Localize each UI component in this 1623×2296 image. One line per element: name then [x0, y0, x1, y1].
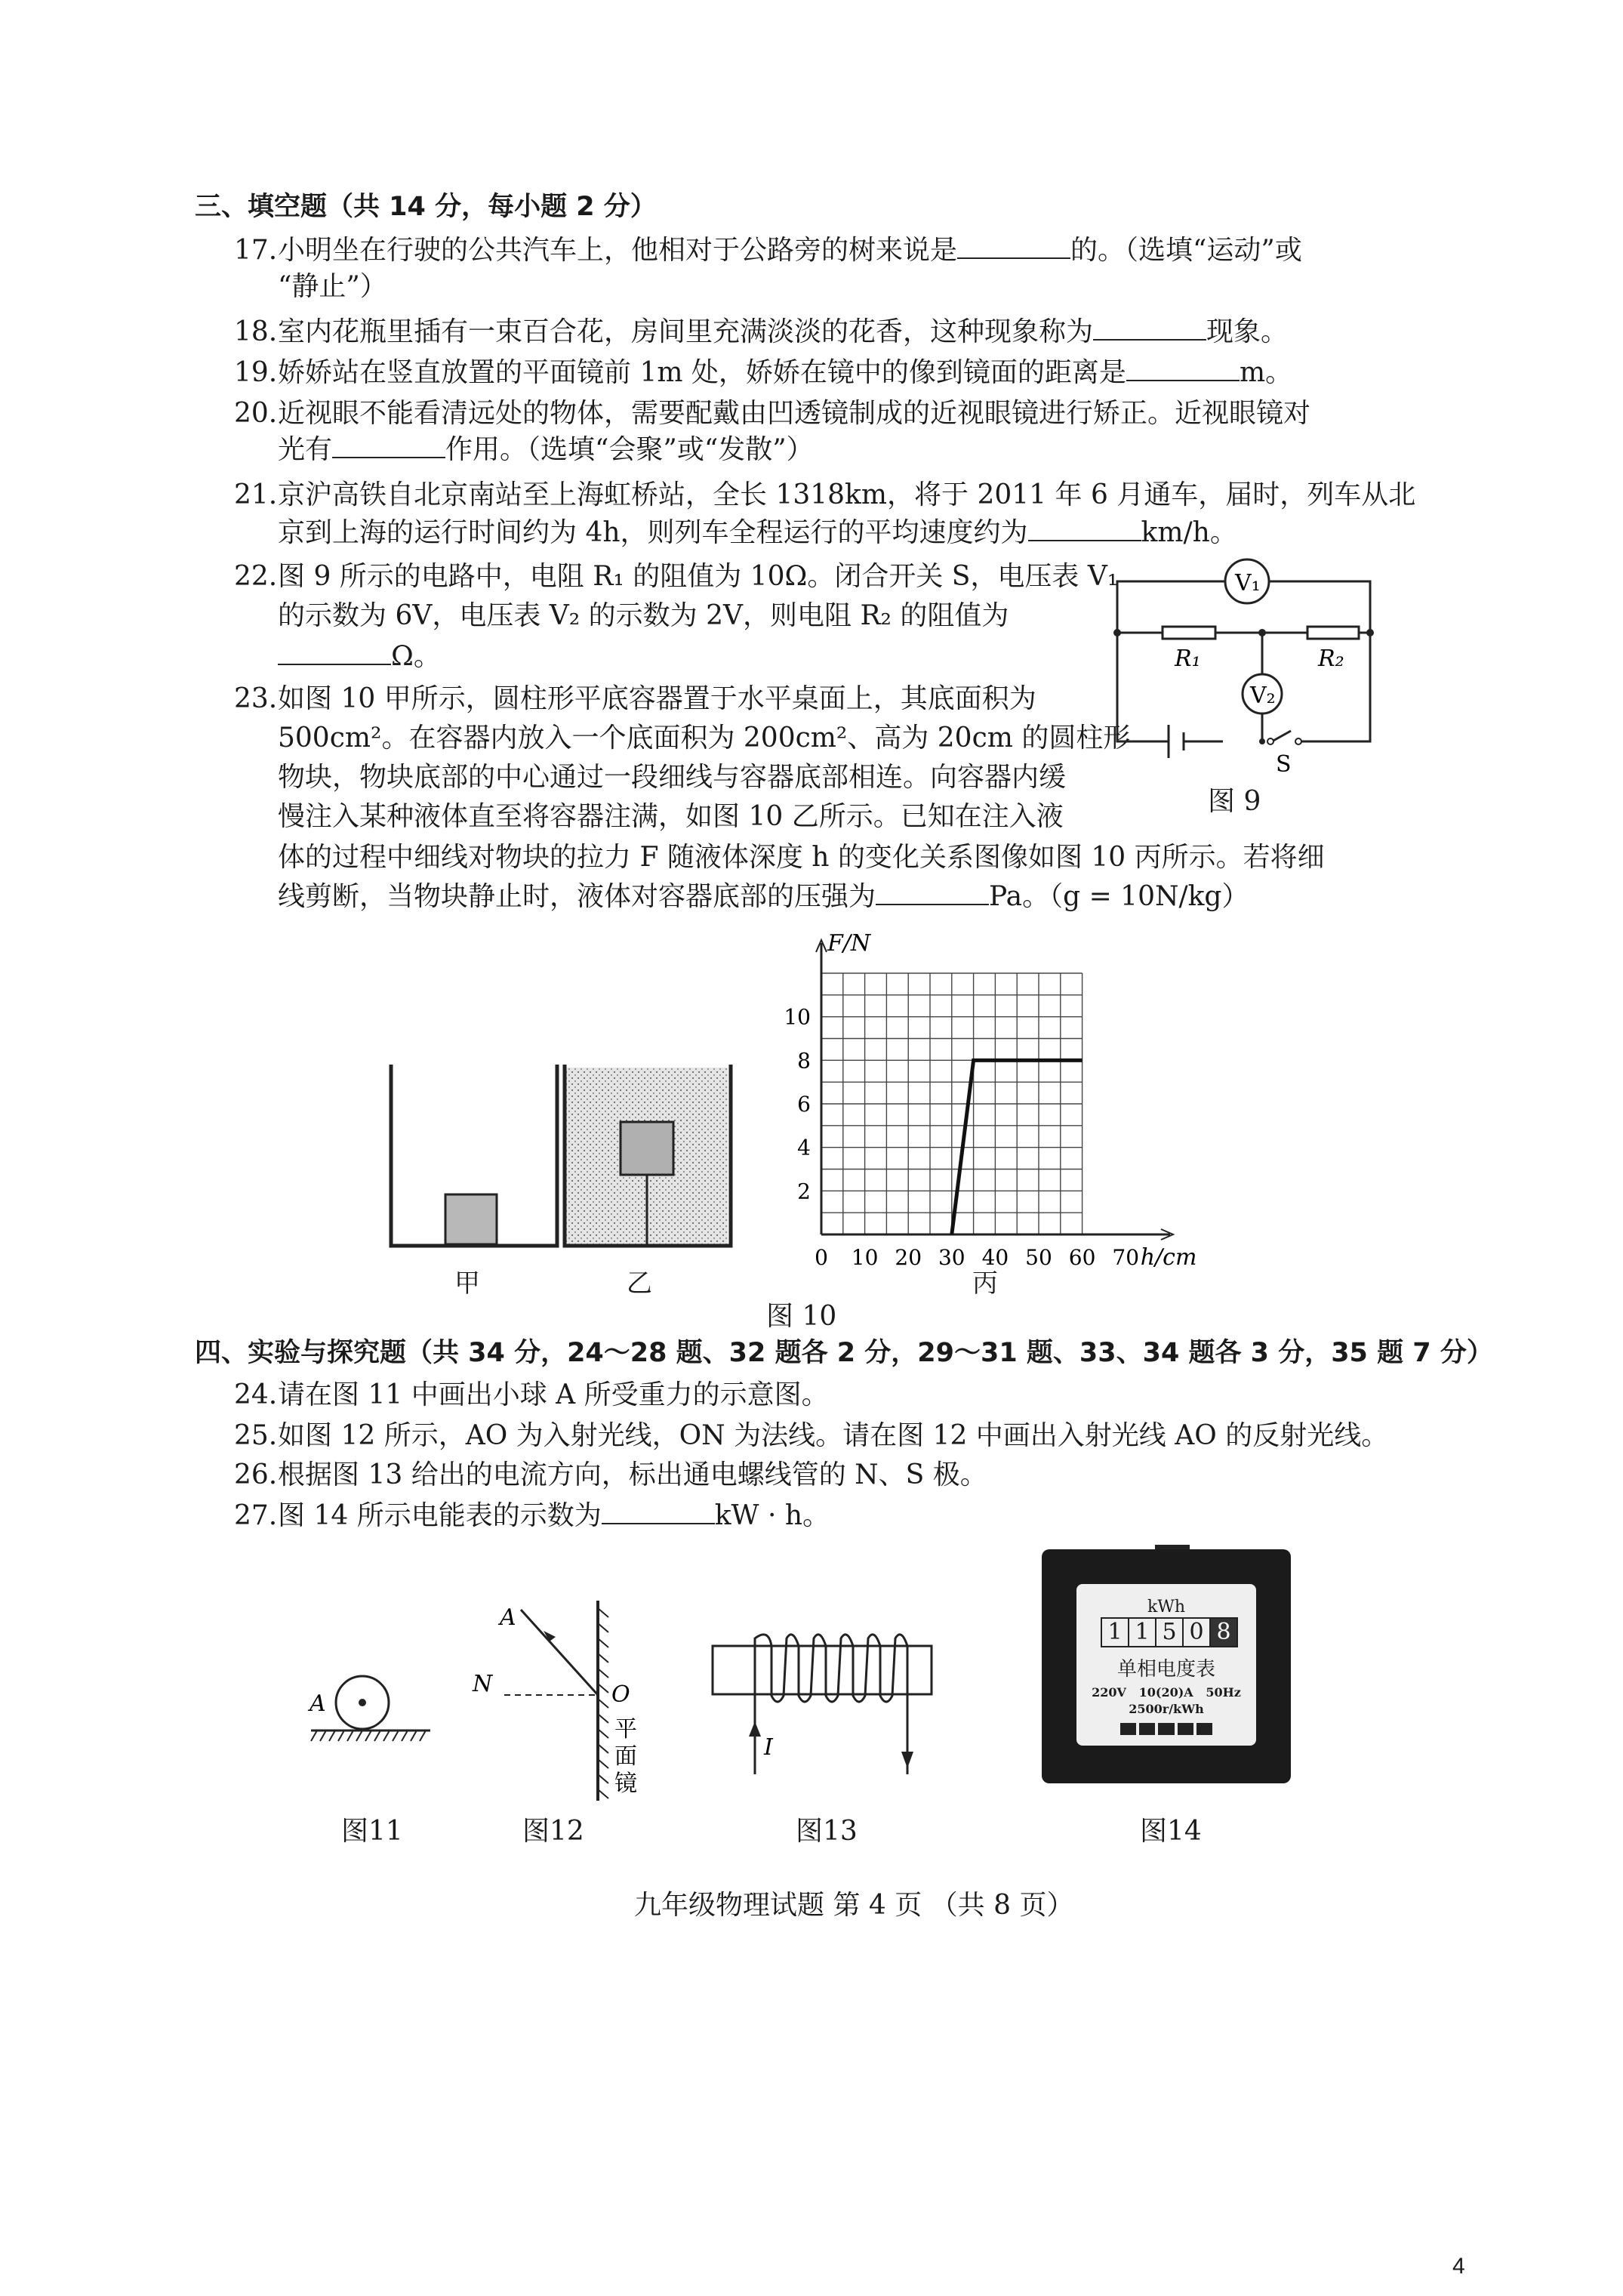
question-text: 京到上海的运行时间约为 4h，则列车全程运行的平均速度约为 [278, 517, 1028, 548]
figure-10-jia-container [385, 1065, 566, 1261]
question-23 [234, 683, 1036, 716]
resistor-r2-label: R₂ [1318, 646, 1344, 672]
ray-a-label: A [500, 1604, 516, 1631]
x-tick-label: 30 [938, 1245, 965, 1270]
question-number: 19. [234, 357, 278, 388]
y-axis-label: F/N [827, 930, 871, 957]
question-number: 17. [234, 235, 278, 266]
figure-10-bing-chart [770, 917, 1253, 1272]
question-text: 现象。 [1206, 316, 1289, 347]
question-text: 的。（选填“运动”或 [1070, 235, 1302, 266]
page-footer: 九年级物理试题 第 4 页 （共 8 页） [634, 1890, 1074, 1921]
question-number: 18. [234, 316, 278, 347]
answer-blank[interactable] [876, 881, 989, 905]
answer-blank[interactable] [1093, 316, 1206, 341]
voltmeter-v2-label: V₂ [1250, 683, 1276, 709]
question-text: m。 [1239, 357, 1293, 388]
section3-heading: 三、填空题（共 14 分，每小题 2 分） [195, 192, 657, 222]
question-text: 室内花瓶里插有一束百合花，房间里充满淡淡的花香，这种现象称为 [278, 316, 1094, 347]
x-tick-label: 10 [851, 1245, 879, 1270]
question-text: km/h。 [1141, 517, 1237, 548]
figure-14-caption: 图14 [1140, 1816, 1202, 1847]
figure-13-solenoid [702, 1623, 944, 1789]
ball-a-label: A [310, 1690, 326, 1717]
meter-digit: 1 [1102, 1619, 1129, 1646]
mirror-label-1: 平 [614, 1716, 637, 1743]
answer-blank[interactable] [332, 434, 445, 458]
question-22 [234, 560, 1118, 593]
x-tick-label: 60 [1068, 1245, 1096, 1270]
mirror-label-2: 面 [614, 1743, 637, 1770]
question-number: 23. [234, 683, 278, 714]
figure-13-caption: 图13 [796, 1816, 858, 1847]
meter-digit: 1 [1129, 1619, 1156, 1646]
question-text: 小明坐在行驶的公共汽车上，他相对于公路旁的树来说是 [278, 235, 958, 266]
meter-unit: kWh [1147, 1598, 1186, 1616]
answer-blank[interactable] [278, 641, 391, 665]
meter-terminal-strip [1120, 1723, 1212, 1735]
question-26 [234, 1459, 987, 1492]
x-tick-label: 50 [1025, 1245, 1052, 1270]
question-text: 图 14 所示电能表的示数为 [278, 1500, 602, 1531]
question-text: kW · h。 [714, 1500, 830, 1531]
question-text: Ω。 [391, 641, 441, 672]
question-text: 线剪断，当物块静止时，液体对容器底部的压强为 [278, 881, 876, 912]
figure-10-caption: 图 10 [766, 1301, 837, 1332]
question-19 [234, 356, 1292, 390]
question-text: 根据图 13 给出的电流方向，标出通电螺线管的 N、S 极。 [278, 1459, 987, 1490]
normal-n-label: N [473, 1671, 493, 1697]
question-text: 如图 10 甲所示，圆柱形平底容器置于水平桌面上，其底面积为 [278, 683, 1036, 714]
question-number: 26. [234, 1459, 278, 1490]
answer-blank[interactable] [957, 235, 1070, 259]
y-tick-label: 8 [797, 1048, 811, 1074]
meter-spec-rev: 2500r/kWh [1129, 1702, 1204, 1716]
switch-s-label: S [1276, 751, 1292, 778]
question-text: 京沪高铁自北京南站至上海虹桥站，全长 1318km，将于 2011 年 6 月通车，届时，列车从北 [278, 479, 1416, 510]
question-23-line5: 体的过程中细线对物块的拉力 F 随液体深度 h 的变化关系图像如图 10 丙所示。若将细 [278, 842, 1325, 873]
question-number: 25. [234, 1420, 278, 1451]
question-21-cont [278, 516, 1237, 550]
x-tick-label: 0 [815, 1245, 828, 1270]
question-text: 娇娇站在竖直放置的平面镜前 1m 处，娇娇在镜中的像到镜面的距离是 [278, 357, 1126, 388]
figure-11-caption: 图11 [341, 1816, 403, 1847]
answer-blank[interactable] [602, 1500, 715, 1524]
meter-digit: 5 [1156, 1619, 1184, 1646]
y-tick-label: 4 [797, 1135, 811, 1160]
meter-digits [1101, 1617, 1238, 1647]
figure-14-meter [1042, 1545, 1291, 1785]
y-tick-label: 10 [784, 1004, 811, 1030]
figure-9-caption: 图 9 [1208, 786, 1261, 817]
y-tick-label: 6 [797, 1092, 811, 1117]
question-27 [234, 1499, 830, 1533]
answer-blank[interactable] [1028, 517, 1141, 541]
question-24 [234, 1379, 829, 1412]
question-17 [234, 234, 1302, 267]
x-tick-label: 20 [895, 1245, 922, 1270]
mirror-label-3: 镜 [614, 1771, 637, 1797]
meter-spec: 220V 10(20)A 50Hz [1092, 1685, 1241, 1700]
figure-10-bing-label: 丙 [972, 1268, 998, 1299]
figure-12-mirror [468, 1601, 664, 1812]
question-17-cont: “静止”） [278, 271, 387, 302]
figure-12-caption: 图12 [522, 1816, 584, 1847]
figure-10-yi-label: 乙 [627, 1268, 652, 1299]
question-23-line6 [278, 880, 1249, 914]
figure-10-yi-container [559, 1065, 740, 1261]
page-number: 4 [1452, 2254, 1465, 2279]
question-number: 21. [234, 479, 278, 510]
question-text: 作用。（选填“会聚”或“发散”） [445, 434, 814, 465]
question-text: 如图 12 所示，AO 为入射光线，ON 为法线。请在图 12 中画出入射光线 AO 的反射光线。 [278, 1420, 1389, 1451]
question-text: 图 9 所示的电路中，电阻 R₁ 的阻值为 10Ω。闭合开关 S，电压表 V₁ [278, 561, 1119, 592]
question-number: 22. [234, 561, 278, 592]
y-tick-label: 2 [797, 1179, 811, 1204]
figure-11-ball [310, 1676, 438, 1759]
resistor-r1-label: R₁ [1175, 646, 1201, 672]
question-22-cont2 [278, 640, 441, 673]
question-number: 27. [234, 1500, 278, 1531]
question-text: 请在图 11 中画出小球 A 所受重力的示意图。 [278, 1379, 829, 1410]
answer-blank[interactable] [1126, 357, 1240, 381]
x-axis-label: h/cm [1140, 1244, 1197, 1271]
meter-digit: 0 [1184, 1619, 1211, 1646]
question-number: 20. [234, 398, 278, 429]
voltmeter-v1-label: V₁ [1235, 570, 1261, 596]
meter-face [1076, 1584, 1256, 1746]
meter-digit-decimal: 8 [1211, 1619, 1236, 1646]
question-20-cont [278, 433, 814, 467]
x-tick-label: 40 [981, 1245, 1009, 1270]
figure-9-circuit [1110, 551, 1381, 808]
question-text: 光有 [278, 434, 333, 465]
question-25 [234, 1419, 1388, 1453]
section4-heading: 四、实验与探究题（共 34 分，24～28 题、32 题各 2 分，29～31 题、33、34 题各 3 分，35 题 7 分） [195, 1338, 1493, 1368]
point-o-label: O [611, 1681, 630, 1708]
current-i-label: I [764, 1734, 773, 1761]
question-text: Pa。（g = 10N/kg） [989, 881, 1249, 912]
question-22-cont: 的示数为 6V，电压表 V₂ 的示数为 2V，则电阻 R₂ 的阻值为 [278, 600, 1009, 631]
question-text: 近视眼不能看清远处的物体，需要配戴由凹透镜制成的近视眼镜进行矫正。近视眼镜对 [278, 398, 1311, 429]
question-number: 24. [234, 1379, 278, 1410]
question-21 [234, 479, 1415, 512]
question-20 [234, 397, 1310, 430]
meter-title: 单相电度表 [1116, 1658, 1215, 1681]
x-tick-label: 70 [1112, 1245, 1140, 1270]
question-18 [234, 316, 1288, 349]
question-23-line2: 500cm²。在容器内放入一个底面积为 200cm²、高为 20cm 的圆柱形 [278, 723, 1131, 754]
question-23-line3: 物块，物块底部的中心通过一段细线与容器底部相连。向容器内缓 [278, 762, 1067, 793]
question-23-line4: 慢注入某种液体直至将容器注满，如图 10 乙所示。已知在注入液 [278, 801, 1064, 832]
figure-10-jia-label: 甲 [454, 1268, 480, 1299]
